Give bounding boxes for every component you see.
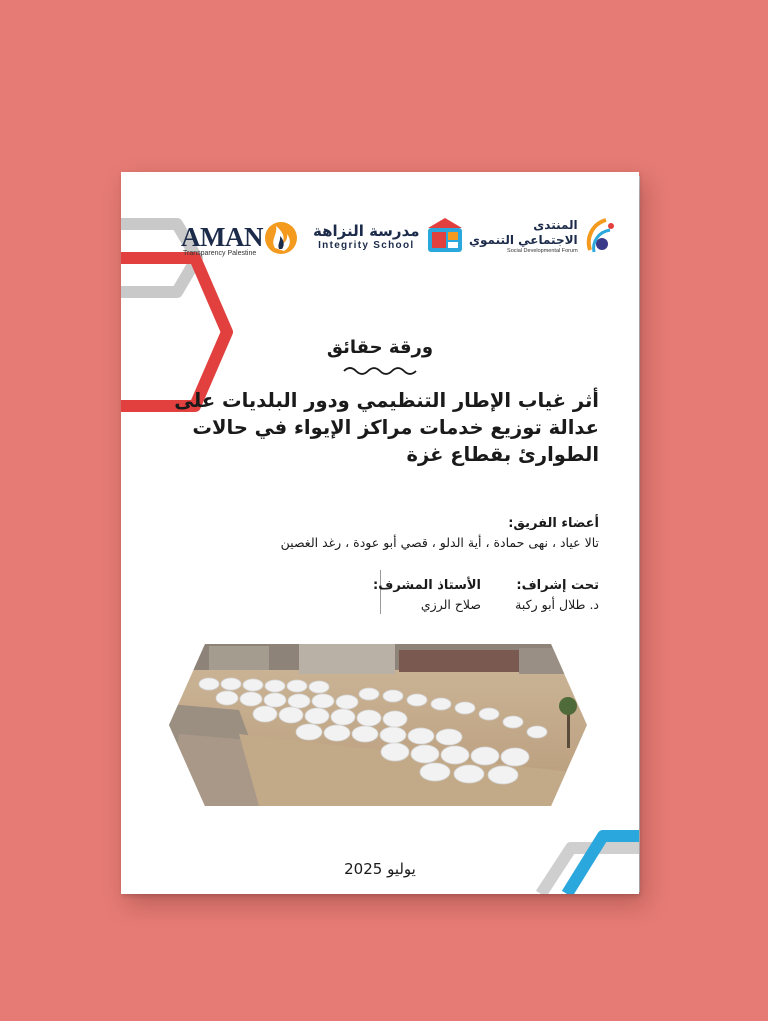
tent-camp-photo	[169, 644, 587, 806]
aman-logo	[181, 218, 298, 256]
red-hexagon-outline	[121, 258, 227, 406]
document-type-label: ورقة حقائق	[326, 337, 434, 358]
team-label: أعضاء الفريق:	[508, 516, 599, 531]
team-section	[281, 514, 599, 552]
teacher-label: الأستاذ المشرف:	[373, 578, 481, 593]
teacher-name: صلاح الرزي	[420, 597, 481, 612]
integrity-school-logo	[313, 218, 464, 254]
document-cover	[121, 172, 639, 894]
forum-arabic-line1: المنتدى	[533, 218, 578, 232]
team-members: تالا عياد ، نهى حمادة ، أية الدلو ، قصي أبو عودة ، رغد الغصين	[280, 535, 599, 550]
title-line-1: أثر غياب الإطار التنظيمي ودور البلديات على	[174, 389, 599, 412]
integrity-school-arabic: مدرسة النزاهة	[313, 221, 420, 240]
wave-divider	[342, 365, 418, 377]
flame-icon	[264, 218, 298, 256]
supervisor-name: د. طلال أبو ركبة	[515, 597, 599, 612]
supervision-section	[515, 576, 599, 614]
aman-subtitle: Transparency Palestine	[183, 250, 257, 257]
title-line-3: الطوارئ بقطاع غزة	[406, 443, 599, 466]
school-building-icon	[426, 218, 464, 254]
integrity-school-english: Integrity School	[318, 239, 415, 251]
forum-english: Social Developmental Forum	[507, 248, 578, 254]
teacher-section	[373, 576, 481, 614]
publication-date: يوليو 2025	[344, 860, 416, 878]
forum-arabic-line2: الاجتماعي التنموي	[469, 233, 578, 247]
document-title	[159, 387, 599, 468]
forum-emblem-icon	[584, 216, 618, 256]
supervision-label: تحت إشراف:	[516, 578, 599, 593]
title-line-2: عدالة توزيع خدمات مراكز الإيواء في حالات	[192, 416, 599, 439]
social-forum-logo	[469, 216, 618, 256]
aman-logo-text: AMAN	[181, 221, 263, 252]
